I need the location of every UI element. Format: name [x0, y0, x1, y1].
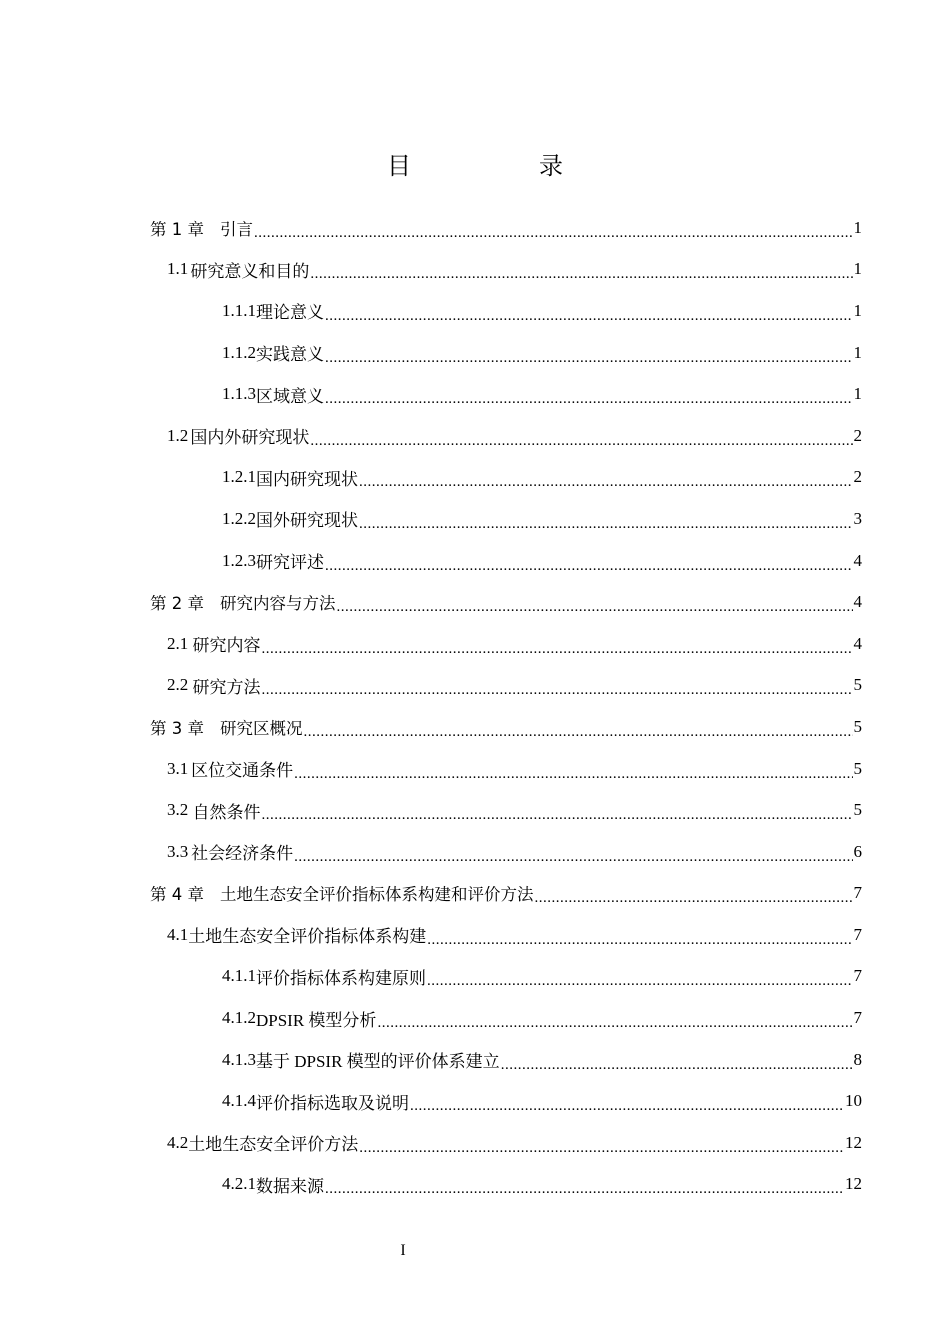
toc-entry-page: 1 [853, 342, 862, 362]
toc-entry-title: 研究内容 [192, 636, 261, 656]
toc-entry-page: 4 [853, 633, 862, 653]
page-title: 目 录 [387, 152, 615, 180]
toc-dot-leader [325, 555, 853, 575]
toc-dot-leader [325, 305, 853, 325]
toc-entry[interactable] [150, 290, 862, 332]
toc-entry-title: 土地生态安全评价指标体系构建和评价方法 [220, 885, 534, 905]
toc-dot-leader [262, 679, 853, 699]
toc-entry-page: 7 [853, 883, 862, 903]
toc-entry[interactable] [150, 540, 862, 582]
toc-entry-title: 研究方法 [192, 677, 261, 697]
toc-entry[interactable] [150, 249, 862, 291]
toc-dot-leader [377, 1012, 852, 1032]
toc-entry-title: 研究评述 [256, 553, 324, 573]
toc-entry-number: 2.2 [167, 675, 189, 695]
toc-entry-number: 1.1.3 [222, 384, 256, 404]
toc-dot-leader [427, 929, 852, 949]
toc-entry-title: 引言 [220, 219, 253, 239]
toc-entry-page: 8 [853, 1049, 862, 1069]
toc-entry[interactable] [150, 1122, 862, 1164]
toc-entry-title: 理论意义 [256, 303, 324, 323]
toc-entry-number: 4.2 [167, 1132, 189, 1152]
toc-dot-leader [337, 596, 853, 616]
toc-entry[interactable] [150, 415, 862, 457]
toc-entry[interactable] [150, 706, 862, 748]
toc-entry[interactable] [150, 457, 862, 499]
toc-dot-leader [325, 347, 853, 367]
toc-entry[interactable] [150, 831, 862, 873]
toc-entry-title: 数据来源 [256, 1176, 324, 1196]
toc-entry-title: 国外研究现状 [256, 511, 358, 531]
toc-entry-number: 3.2 [167, 800, 189, 820]
toc-dot-leader [427, 970, 853, 990]
toc-dot-leader [501, 1054, 853, 1074]
toc-entry-page: 4 [853, 592, 862, 612]
toc-entry-title: 评价指标体系构建原则 [256, 968, 426, 988]
toc-entry[interactable] [150, 498, 862, 540]
toc-dot-leader [254, 222, 853, 242]
toc-entry-number: 2.1 [167, 633, 189, 653]
toc-entry[interactable] [150, 997, 862, 1039]
toc-entry[interactable] [150, 1164, 862, 1206]
toc-entry-page: 7 [853, 1008, 862, 1028]
toc-dot-leader [294, 846, 852, 866]
toc-entry-page: 7 [853, 924, 862, 944]
toc-entry[interactable] [150, 581, 862, 623]
toc-dot-leader [310, 263, 852, 283]
toc-entry-number: 4.2.1 [222, 1174, 256, 1194]
toc-entry-title: 评价指标选取及说明 [256, 1093, 409, 1113]
toc-entry-number: 4.1.3 [222, 1049, 256, 1069]
toc-entry[interactable] [150, 789, 862, 831]
toc-entry-title: 区域意义 [256, 386, 324, 406]
toc-entry-title: 研究意义和目的 [190, 261, 310, 281]
page-number: I [400, 1242, 406, 1259]
toc-entry-page: 1 [853, 300, 862, 320]
toc-dot-leader [262, 804, 853, 824]
toc-entry-page: 1 [853, 259, 862, 279]
toc-entry[interactable] [150, 373, 862, 415]
toc-entry-page: 5 [853, 758, 862, 778]
toc-dot-leader [359, 471, 853, 491]
toc-entry-number: 1.1.2 [222, 342, 256, 362]
toc-entry-number: 第 3 章 [150, 718, 204, 738]
toc-entry-page: 5 [853, 800, 862, 820]
toc-entry[interactable] [150, 207, 862, 249]
toc-entry-title: 国内外研究现状 [190, 428, 310, 448]
toc-dot-leader [410, 1095, 844, 1115]
toc-entry-page: 4 [853, 550, 862, 570]
toc-entry[interactable] [150, 332, 862, 374]
toc-entry[interactable] [150, 914, 862, 956]
toc-entry-number: 1.1.1 [222, 300, 256, 320]
toc-dot-leader [325, 1178, 844, 1198]
toc-entry-title: 基于 DPSIR 模型的评价体系建立 [256, 1052, 500, 1072]
toc-entry-number: 4.1.2 [222, 1008, 256, 1028]
toc-entry-page: 5 [853, 675, 862, 695]
toc-dot-leader [304, 721, 853, 741]
toc-dot-leader [310, 430, 852, 450]
toc-entry-title: 土地生态安全评价指标体系构建 [188, 927, 427, 947]
toc-entry-title: 国内研究现状 [256, 469, 358, 489]
toc-entry-title: 研究内容与方法 [220, 594, 336, 614]
toc-entry-number: 第 1 章 [150, 219, 204, 239]
toc-entry-number: 4.1.1 [222, 966, 256, 986]
toc-entry-title: 区位交通条件 [191, 761, 294, 781]
toc-entry-number: 1.1 [167, 259, 189, 279]
toc-dot-leader [325, 388, 853, 408]
toc-entry-page: 1 [853, 217, 862, 237]
toc-dot-leader [262, 638, 853, 658]
toc-entry-page: 5 [853, 716, 862, 736]
toc-dot-leader [359, 1137, 844, 1157]
toc-dot-leader [294, 763, 852, 783]
toc-entry-title: 自然条件 [192, 802, 261, 822]
toc-entry-number: 3.3 [167, 841, 189, 861]
toc-entry-page: 2 [853, 467, 862, 487]
toc-entry-page: 10 [845, 1091, 862, 1111]
toc-entry[interactable] [150, 623, 862, 665]
table-of-contents [150, 207, 862, 1205]
toc-entry[interactable] [150, 665, 862, 707]
toc-entry[interactable] [150, 956, 862, 998]
toc-entry-number: 第 4 章 [150, 885, 204, 905]
toc-entry-number: 1.2.3 [222, 550, 256, 570]
toc-entry-title: 社会经济条件 [191, 844, 294, 864]
toc-entry-page: 12 [845, 1174, 862, 1194]
toc-entry[interactable] [150, 873, 862, 915]
toc-entry-number: 1.2 [167, 425, 189, 445]
toc-entry-page: 1 [853, 384, 862, 404]
toc-entry-number: 3.1 [167, 758, 189, 778]
toc-entry-number: 1.2.2 [222, 508, 256, 528]
toc-entry-title: DPSIR 模型分析 [256, 1010, 377, 1030]
toc-dot-leader [359, 513, 853, 533]
toc-entry-title: 研究区概况 [220, 718, 303, 738]
toc-entry-number: 第 2 章 [150, 594, 204, 614]
toc-entry[interactable] [150, 1039, 862, 1081]
toc-entry-number: 1.2.1 [222, 467, 256, 487]
toc-dot-leader [535, 887, 853, 907]
toc-entry-page: 2 [853, 425, 862, 445]
toc-entry-page: 7 [853, 966, 862, 986]
toc-entry-number: 4.1.4 [222, 1091, 256, 1111]
toc-entry-page: 12 [845, 1132, 862, 1152]
toc-entry-title: 实践意义 [256, 345, 324, 365]
toc-entry[interactable] [150, 748, 862, 790]
toc-entry-page: 6 [853, 841, 862, 861]
toc-entry-page: 3 [853, 508, 862, 528]
toc-entry[interactable] [150, 1080, 862, 1122]
toc-entry-title: 土地生态安全评价方法 [188, 1135, 359, 1155]
toc-entry-number: 4.1 [167, 924, 189, 944]
